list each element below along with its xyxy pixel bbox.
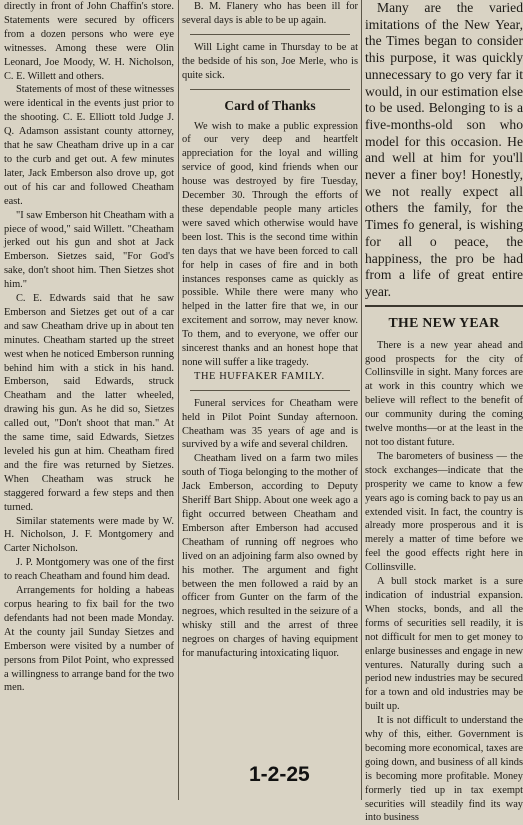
- card-text: We wish to make a public expression of our very deep and heartfelt appreciation for the loyal and willing service of good, kind friends when our house was destroyed by fire Tuesday, December 30. Through the efforts of these dependable people many articles were saved which otherwise would have been lost. This is the second time within ten days that we have been forced to call for help in cases of fire and in both instances responses came as quickly as possible. While there were many who helped in the latter fire that we, in our excitement and sorrow, may never know. To them, and to everyone, we offer our sincerest thanks and an honest hope that none will suffer a like tragedy.: [182, 120, 358, 368]
- paragraph: J. P. Montgomery was one of the first to reach Cheatham and found him dead.: [4, 557, 174, 583]
- divider: [190, 89, 350, 90]
- divider: [365, 305, 523, 307]
- column-divider: [361, 0, 362, 800]
- paragraph: "I saw Emberson hit Cheatham with a piece of wood," said Willett. "Cheatham jerked out his gun and shot at Jack Emberson. Sietzes said, "For God's sake, don't shoot him. Then Sietzes shot him.": [4, 209, 174, 291]
- column-1: [4, 0, 174, 695]
- paragraph: Cheatham lived on a farm two miles south of Tioga belonging to the mother of Jack Emberson, according to Deputy Sheriff Bart Shipp. About one week ago a fight occurred between Cheatham and Emberson after Emberson had accused Cheatham of running off negroes who lived on an adjoining farm also owned by his mother. The argument and fight between the men followed a raid by an officer from Gunter on the farm of the negroes, which resulted in the seizure of a whisky still and the arrest of three negroes on charges of having equipment for manufacturing intoxicating liquor.: [182, 453, 358, 660]
- local-notes: [182, 0, 358, 90]
- paragraph: The barometers of business — the stock exchanges—indicate that the prosperity we came to know a few years ago is coming back to pay us an extended visit. In fact, the country is already more prosperous and it is merely a matter of time before we feel the good effects right here in Collinsville.: [365, 450, 523, 574]
- divider: [190, 390, 350, 391]
- paragraph: There is a new year ahead and good prospects for the city of Collinsville in sight. Many forces are at work in this country which we believe will reflect to the benefit of our community during the coming twelve months—or at the least in the not too distant future.: [365, 339, 523, 448]
- paragraph: C. E. Edwards said that he saw Emberson and Sietzes get out of a car and saw Cheatham drive up in about ten minutes. Cheatham started up the street west when he noticed Emberson running behind him with a stick in his hand. Emberson, said Edwards, struck Cheatham and the latter wheeled, drawing his gun. As he did so, Sietzes called out, "Don't shoot that man." At the same time, said Edwards, Sietzes leveled his gun at him. Cheatham fired and the fire was returned by Sietzes. When Cheatham was struck he staggered forward a few steps and then turned.: [4, 293, 174, 513]
- new-year-editorial: [365, 339, 523, 825]
- column-2: [182, 0, 358, 661]
- divider: [190, 34, 350, 35]
- paragraph: Statements of most of these witnesses were identical in the events just prior to the shooting. C. E. Elliott told Judge J. Q. Adamson assistant county attorney, that he saw Cheatham drive up in a car to the curb and get out. A few minutes later, Jack Emberson also drove up, got out of his car and followed Cheatham east.: [4, 84, 174, 207]
- paragraph: Arrangements for holding a habeas corpus hearing to fix bail for the two defendants had not been made Monday. At the county jail Sunday Sietzes and Emberson were visited by a number of persons from Pilot Point, who expressed a willingness to arrange band for the two men.: [4, 585, 174, 694]
- card-signature: THE HUFFAKER FAMILY.: [194, 370, 325, 382]
- card-of-thanks: [182, 120, 358, 384]
- card-of-thanks-heading: Card of Thanks: [224, 97, 316, 113]
- note: B. M. Flanery who has been ill for several days is able to be up again.: [182, 1, 358, 26]
- paragraph: directly in front of John Chaffin's store. Statements were secured by officers from a dozen persons who were eye witnesses. Among these were Olin Leonard, Joe Moody, W. H. Nicholson, C. E. Willett and others.: [4, 1, 174, 82]
- date-stamp: 1-2-25: [249, 763, 310, 786]
- funeral-article: [182, 397, 358, 661]
- column-3: [365, 0, 523, 825]
- paragraph: A bull stock market is a sure indication of industrial expansion. When stocks, bonds, and all the forms of securities sell readily, it is not difficult for men to get money to enlarge businesses and engage in new ventures. Naturally during such a period new industries may be secured for a town and old industries may be built up.: [365, 576, 523, 713]
- paragraph: It is not difficult to understand the why of this, either. Government is becoming more economical, taxes are going down, and business of all kinds is becoming more profitable. Money formerly tied up in tax exempt securities will steadily find its way into business: [365, 715, 523, 824]
- note: Will Light came in Thursday to be at the bedside of his son, Joe Merle, who is quite sick.: [182, 41, 358, 81]
- paragraph: Similar statements were made by W. H. Nicholson, J. F. Montgomery and Carter Nicholson.: [4, 515, 174, 555]
- new-year-heading: THE NEW YEAR: [388, 314, 500, 330]
- news-article-shooting: [4, 0, 174, 695]
- paragraph: Funeral services for Cheatham were held in Pilot Point Sunday afternoon. Cheatham was 35 years of age and is survived by a wife and several children.: [182, 397, 358, 451]
- column-divider: [178, 0, 179, 800]
- new-year-intro: Many are the varied imitations of the New Year, the Times began to consider this purpose, it was quickly unnecessary to go very far it would, in our estimation else to be used. Belonging to is a five-months-old son who model for this occasion. He and well at him for you'll never a finer boy! Honestly, we not really expect all others the family, for the Times fo general, is wishing for all o peace, the happiness, the pro be had from a life of great entire year.: [365, 0, 523, 299]
